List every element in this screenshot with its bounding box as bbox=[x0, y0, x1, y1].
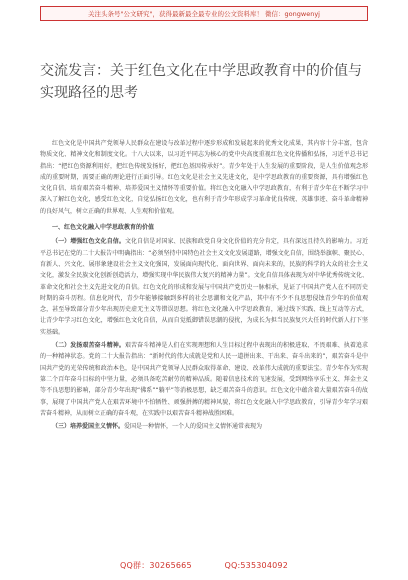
qq-group-text: QQ群：30265665 bbox=[120, 561, 192, 570]
section-heading: 一、红色文化融入中学思政教育的价值 bbox=[52, 224, 155, 232]
body-paragraph bbox=[40, 340, 368, 419]
paragraph-text: 爱国是一种情怀，一个人的爱国主义情怀通常表现为 bbox=[124, 423, 263, 431]
document-body bbox=[40, 138, 368, 434]
top-banner[interactable]: 关注头条号"公文研究"，获得最新最全最专业的公文资料库！ 微信：gongwenyj bbox=[40, 6, 368, 21]
intro-paragraph: 红色文化是中国共产党领导人民群众在建设与改革过程中逐步形成和发展起来的优秀文化成果，其内容十分丰富，包含物质文化、精神文化和制度文化。十八大以来，以习近平同志为核心的党中央高度重视红色文化传播和弘扬，习近平总书记指出：“把红色资源利用好，把红色传统发扬好，把红色基因传承好”。青少年处于人生发展的重要阶段，是人生价值观念形成的重要时期，需要正确的理论进行正面引导。红色文化是社会主义先进文化，是中学思政教育的重要资源，具有增强红色文化自信、培育艰苦奋斗精神、培养爱国主义情怀等重要价值。将红色文化融入中学思政教育，有利于青少年在不断学习中深入了解红色文化，感受红色文化，自觉弘扬红色文化，也有利于青少年形成学习革命优良传统、英雄事迹、奋斗革命精神的良好风气，树立正确的世界观、人生观和价值观。 bbox=[40, 140, 368, 215]
paragraph-text: 文化自信是对国家、民族和政党自身文化价值的充分肯定，具有深远且持久的影响力。习近平总书记在党的二十大报告中明确指出：“必须坚持中国特色社会主义文化发展道路，增强文化自信，围绕举旗帜、聚民心、育新人、兴文化、展形象建设社会主义文化强国，发展面向现代化、面向世界、面向未来的，民族的科学的大众的社会主义文化，激发全民族文化创新创造活力，增强实现中华民族伟大复兴的精神力量”。文化自信具体表现为对中华优秀传统文化、革命文化和社会主义先进文化的自信。红色文化的形成和发展与中国共产党历史一脉相承，见证了中国共产党人在不同历史时期的奋斗历程。信息化时代，青少年能够接触到多样的社会思潮和文化产品，其中有不少不良思想侵蚀青少年的价值观念，甚至导致部分青少年出现历史虚无主义等错误思想。将红色文化融入中学思政教育，通过线下实践、线上互动等方式，让青少年学习红色文化，增强红色文化自信，从而自觉抵御错误思潮的侵扰，为成长为担当民族复兴大任的时代新人打下坚实基础。 bbox=[40, 238, 368, 336]
paragraph-lead: （三）培养爱国主义情怀。 bbox=[52, 423, 125, 431]
paragraph-text: 艰苦奋斗精神是人们在实现理想和人生目标过程中表现出的积极进取、不畏艰难、执着追求的一种精神状态。党的二十大报告指出：“新时代的伟大成就是党和人民一道拼出来、干出来、奋斗出来的”，艰苦奋斗是中国共产党的光荣传统和政治本色，是中国共产党领导人民群众取得革命、建设、改革伟大成就的重要法宝。青少年作为实现第二个百年奋斗目标的中坚力量，必须具备吃苦耐劳的精神品质。随着信息技术的飞速发展，受到网络享乐主义、拜金主义等不良思想的影响，部分青少年出现“佛系”“躺平”等消极思想，缺乏艰苦奋斗的意识。红色文化中蕴含着大量艰苦奋斗的故事，展现了中国共产党人在艰苦环境中不怕牺牲、顽强拼搏的精神风貌，将红色文化融入中学思政教育，引导青少年学习艰苦奋斗精神，从而树立正确的奋斗观，在实践中以艰苦奋斗精神战胜困难。 bbox=[40, 342, 368, 417]
body-paragraph bbox=[40, 421, 368, 432]
body-paragraph bbox=[40, 236, 368, 338]
paragraph-lead: （一）增强红色文化自信。 bbox=[52, 238, 125, 246]
document-title: 交流发言：关于红色文化在中学思政教育中的价值与实现路径的思考 bbox=[40, 63, 362, 101]
contact-footer bbox=[0, 560, 408, 571]
paragraph-lead: （二）发扬艰苦奋斗精神。 bbox=[52, 342, 125, 350]
qq-text: QQ:535304092 bbox=[224, 561, 288, 570]
